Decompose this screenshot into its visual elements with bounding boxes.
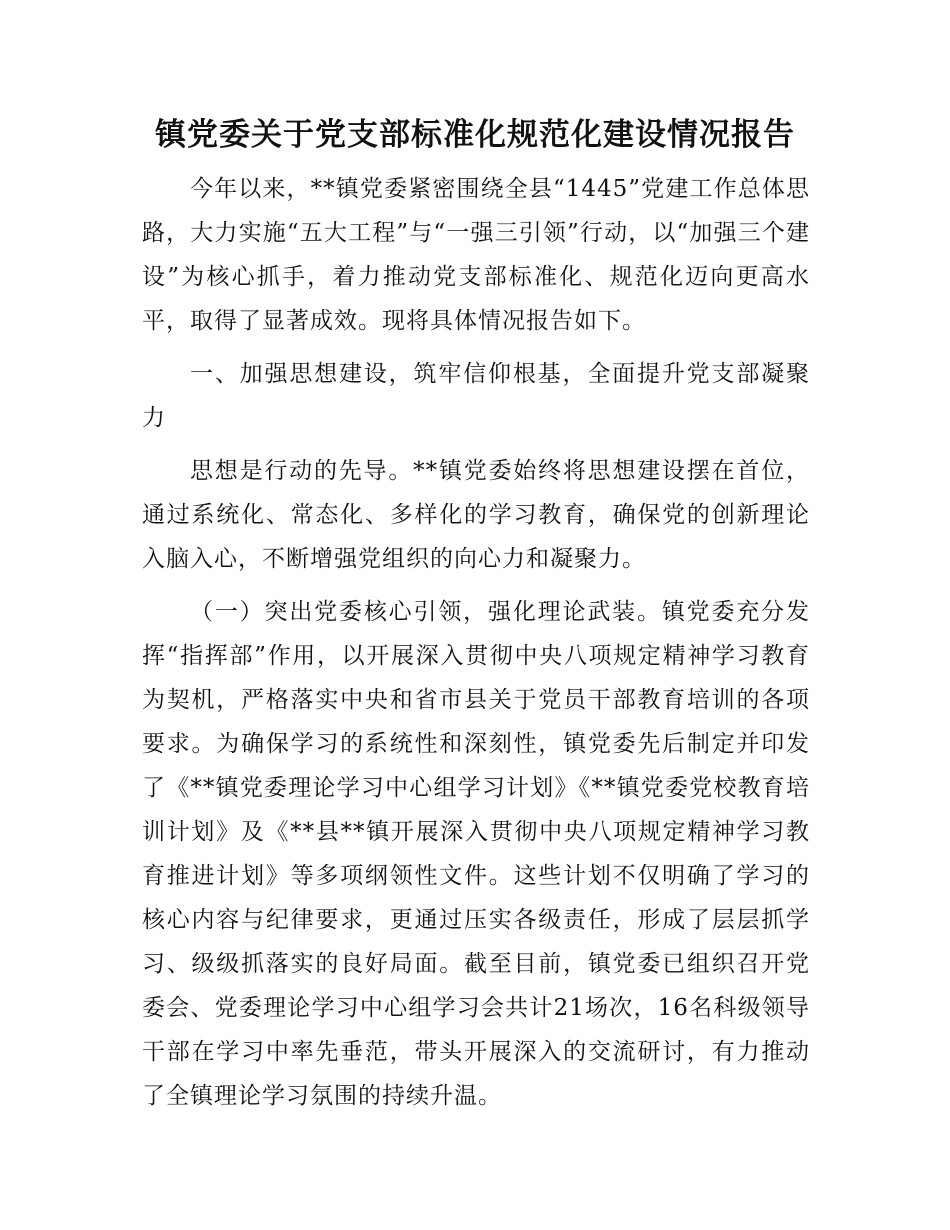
section-heading-1: 一、加强思想建设，筑牢信仰根基，全面提升党支部凝聚力 [142,361,810,431]
document-title: 镇党委关于党支部标准化规范化建设情况报告 [155,117,795,153]
subsection-1-paragraph: （一）突出党委核心引领，强化理论武装。镇党委充分发挥“指挥部”作用，以开展深入贯彻中央八项规定精神学习教育为契机，严格落实中央和省市县关于党员干部教育培训的各项要求。为确保学习的系统性和深刻性，镇党委先后制定并印发了《**镇党委理论学习中心组学习计划》《**镇党委党校教育培训计划》及《**县**镇开展深入贯彻中央八项规定精神学习教育推进计划》等多项纲领性文件。这些计划不仅明确了学习的核心内容与纪律要求，更通过压实各级责任，形成了层层抓学习、级级抓落实的良好局面。截至目前，镇党委已组织召开党委会、党委理论学习中心组学习会共计21场次，16名科级领导干部在学习中率先垂范，带头开展深入的交流研讨，有力推动了全镇理论学习氛围的持续升温。 [142,599,810,1109]
intro-paragraph: 今年以来，**镇党委紧密围绕全县“1445”党建工作总体思路，大力实施“五大工程”与“一强三引领”行动，以“加强三个建设”为核心抓手，着力推动党支部标准化、规范化迈向更高水平，取得了显著成效。现将具体情况报告如下。 [142,176,810,334]
section-1-paragraph: 思想是行动的先导。**镇党委始终将思想建设摆在首位，通过系统化、常态化、多样化的学习教育，确保党的创新理论入脑入心，不断增强党组织的向心力和凝聚力。 [142,458,810,572]
